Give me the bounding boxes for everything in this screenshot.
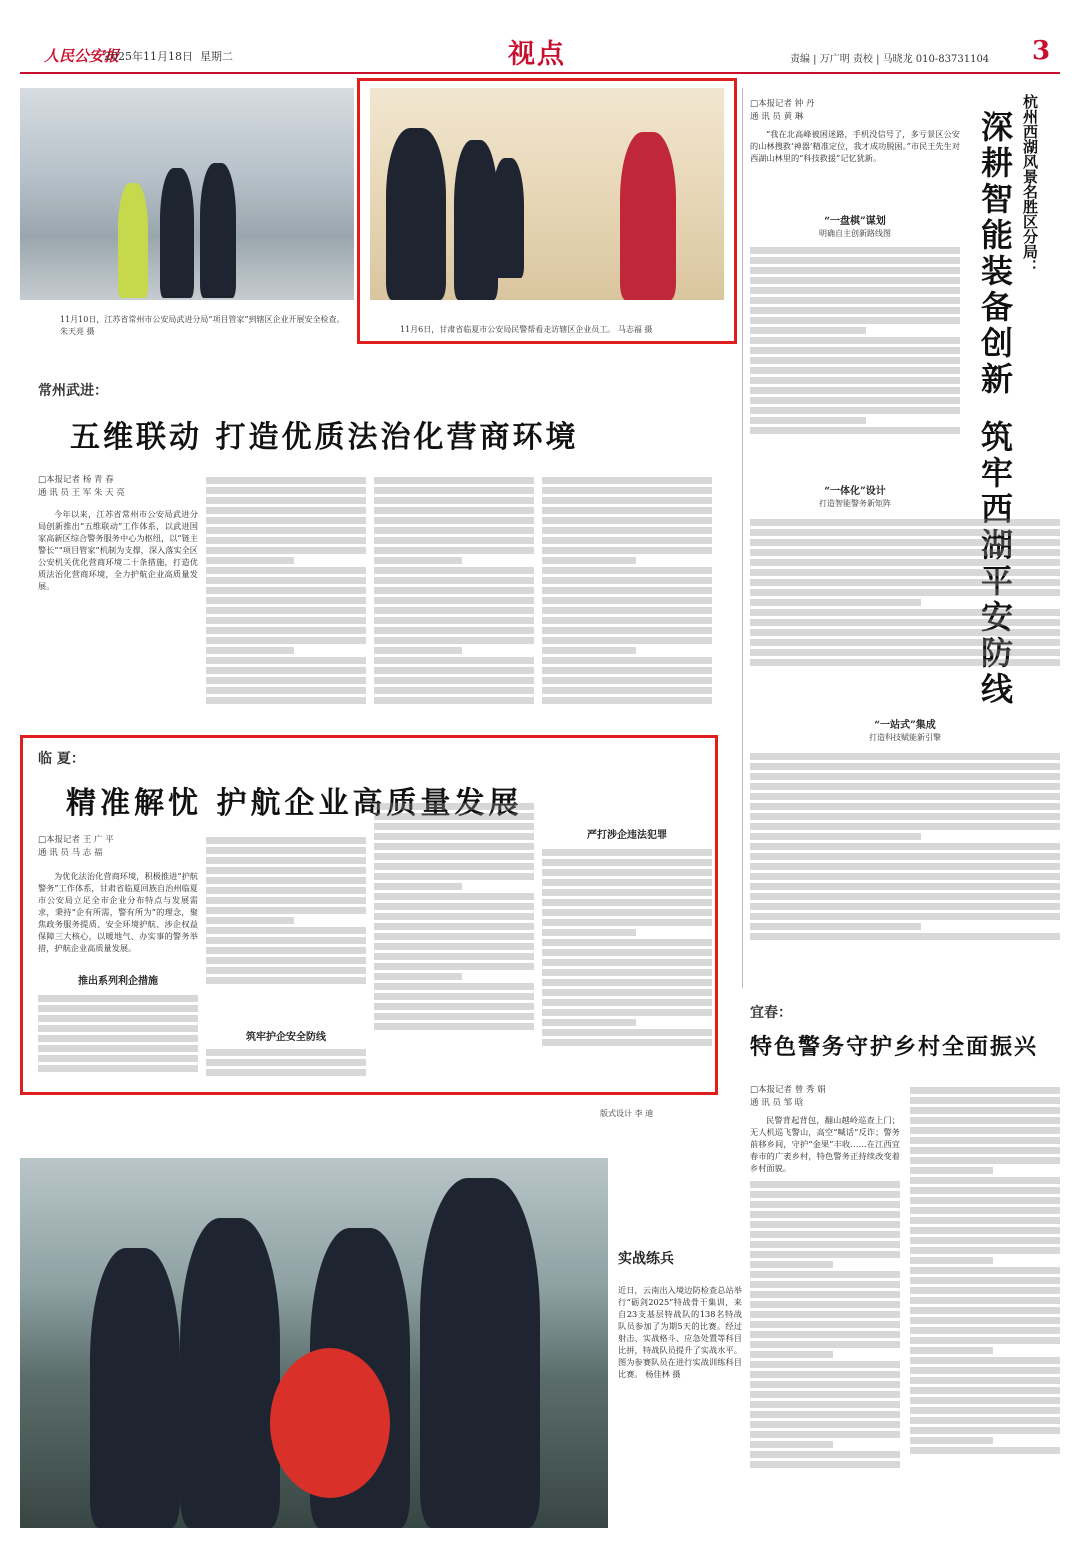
art1-column-4 xyxy=(542,474,712,752)
art4-column-1 xyxy=(750,1178,900,1528)
newspaper-logo: 人民公安报 xyxy=(44,47,120,65)
art2-headline: 精准解忧 护航企业高质量发展 xyxy=(66,786,523,821)
art3-body-3 xyxy=(750,750,1060,986)
art3-title-2: 筑牢西湖平安防线 xyxy=(976,420,1014,708)
art1-kicker: 常州武进： xyxy=(38,383,108,399)
art3-subhead-2: “一体化”设计 xyxy=(824,486,886,497)
art3-title-1: 深耕智能装备创新 xyxy=(976,110,1014,398)
art2-column-2b xyxy=(206,1046,366,1086)
photo1-caption: 11月10日，江苏省常州市公安局武进分局“项目管家”到辖区企业开展安全检查。 朱天亮 摄 xyxy=(60,315,345,336)
art1-lead: 今年以来，江苏省常州市公安局武进分局创新推出“五维联动”工作体系，以武进国家高新区综合警务服务中心为枢纽，以“链主警长”“项目管家”机制为支撑，深入落实全区公安机关优化营商环境二十条措施，打造优质法治化营商环境，全力护航企业高质量发展。 xyxy=(38,509,198,591)
art3-subhead-2b: 打造智能警务新矩阵 xyxy=(819,499,891,508)
art3-subhead-1b: 明确自主创新路线图 xyxy=(819,229,891,238)
art3-subhead-3b: 打造科技赋能新引擎 xyxy=(869,733,941,742)
art2-subhead-2: 筑牢护企安全防线 xyxy=(246,1032,326,1043)
photo2-caption: 11月6日，甘肃省临夏市公安局民警帮看走访辖区企业员工。 马志福 摄 xyxy=(400,325,653,334)
art2-column-2 xyxy=(206,834,366,1024)
art2-byline: □本报记者 王 广 平 通 讯 员 马 志 福 xyxy=(38,835,114,858)
art3-body-2 xyxy=(750,516,1060,706)
art1-column-2 xyxy=(206,474,366,752)
issue-date: 2025年11月18日 星期二 xyxy=(104,50,233,63)
art2-subhead-3: 严打涉企违法犯罪 xyxy=(587,830,667,841)
art1-column-3 xyxy=(374,474,534,752)
photo-visit-staff xyxy=(370,88,724,300)
art4-byline: □本报记者 曾 秀 娟 通 讯 员 邹 晗 xyxy=(750,1085,826,1108)
art4-headline: 特色警务守护乡村全面振兴 xyxy=(750,1034,1039,1060)
page-number: 3 xyxy=(1032,36,1051,66)
art4-lead: 民警背起背包，翻山越岭巡查上门；无人机巡飞警山，高空“喊话”反诈；警务前移乡间，守护“金果”丰收……在江西宜春市的广袤乡村，特色警务正持续改变着乡村面貌。 xyxy=(750,1115,900,1173)
photo-training xyxy=(20,1158,608,1528)
art2-subhead-1: 推出系列利企措施 xyxy=(78,976,158,987)
art3-body-1 xyxy=(750,244,960,474)
art3-subhead-3: “一站式”集成 xyxy=(874,720,936,731)
editor-credits: 责编 | 万广明 责校 | 马晓龙 010-83731104 xyxy=(790,54,990,65)
art3-subhead-1: “一盘棋”谋划 xyxy=(824,216,886,227)
training-title: 实战练兵 xyxy=(618,1251,674,1267)
art2-column-1b xyxy=(38,992,198,1088)
art4-column-2 xyxy=(910,1084,1060,1528)
art3-dept: 杭州西湖风景名胜区分局： xyxy=(1021,94,1039,274)
art2-column-3 xyxy=(374,800,534,1086)
training-caption: 近日，云南出入境边防检查总站举行“砺剑2025”特战骨干集训，来自23支基层特战队的138名特战队员参加了为期5天的比赛。经过射击、实战格斗、应急处置等科目比拼，特战队员提升了实战水平。图为参赛队员在进行实战训练科目比赛。 杨佳林 摄 xyxy=(618,1285,742,1379)
art2-lead: 为优化法治化营商环境，积极推进“护航警务”工作体系，甘肃省临夏回族自治州临夏市公安局立足全市企业分布特点与发展需求，秉持“企有所需，警有所为”的理念，聚焦政务服务提质、安全环境护航、涉企权益保障三大核心，以暖地气、办实事的警务举措，护航企业高质量发展。 xyxy=(38,871,198,953)
art3-lead: “我在北高峰被困迷路，手机没信号了，多亏景区公安的山林搜救‘神器’精准定位，我才成功脱困。”市民王先生对西湖山林里的“科技救援”记忆犹新。 xyxy=(750,129,960,163)
layout-credit: 版式设计 李 迪 xyxy=(600,1109,654,1118)
art1-headline: 五维联动 打造优质法治化营商环境 xyxy=(70,420,579,455)
art2-kicker: 临 夏： xyxy=(38,751,85,767)
art4-kicker: 宜春： xyxy=(750,1005,792,1021)
art1-byline: □本报记者 杨 青 春 通 讯 员 王 军 朱 天 亮 xyxy=(38,475,125,498)
section-title: 视点 xyxy=(508,39,566,70)
art3-byline: □本报记者 钟 丹 通 讯 员 黄 琳 xyxy=(750,99,815,122)
photo-factory-inspection xyxy=(20,88,354,300)
art2-column-4 xyxy=(542,846,712,1086)
column-divider xyxy=(742,88,743,988)
